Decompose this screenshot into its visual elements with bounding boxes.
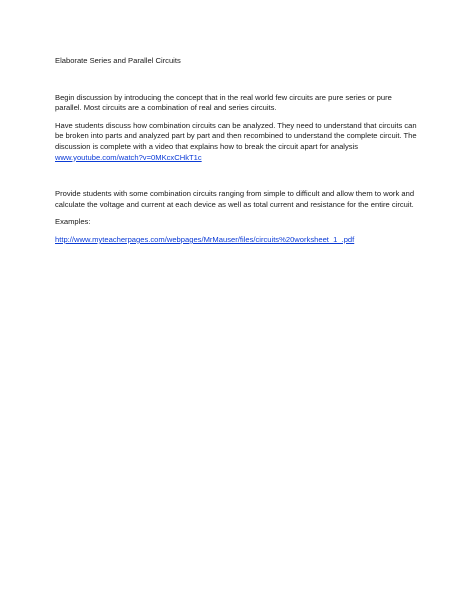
intro-paragraph: Begin discussion by introducing the concept that in the real world few circuits are pure series or pure parallel. Most circuits are a combination of real and series circuits. (55, 92, 392, 113)
examples-label: Examples: (55, 217, 91, 227)
youtube-video-link[interactable]: www.youtube.com/watch?v=0MKcxCHkT1c (55, 152, 202, 162)
document-content (55, 56, 420, 253)
discussion-text: Have students discuss how combination circuits can be analyzed. They need to understand that circuits can be broken into parts and analyzed part by part and then recombined to understand the complete circuit. The discussion is complete with a video that explains how to break the circuit apart for analysis (55, 120, 417, 151)
discussion-paragraph (55, 121, 420, 163)
document-title: Elaborate Series and Parallel Circuits (55, 56, 181, 65)
worksheet-link-row (55, 235, 420, 246)
worksheet-pdf-link[interactable]: http://www.myteacherpages.com/webpages/MrMauser/files/circuits%20worksheet_1_.pdf (55, 234, 355, 244)
practice-paragraph: Provide students with some combination circuits ranging from simple to difficult and allow them to work and calculate the voltage and current at each device as well as total current and resistance for the entire circuit. (55, 189, 415, 209)
